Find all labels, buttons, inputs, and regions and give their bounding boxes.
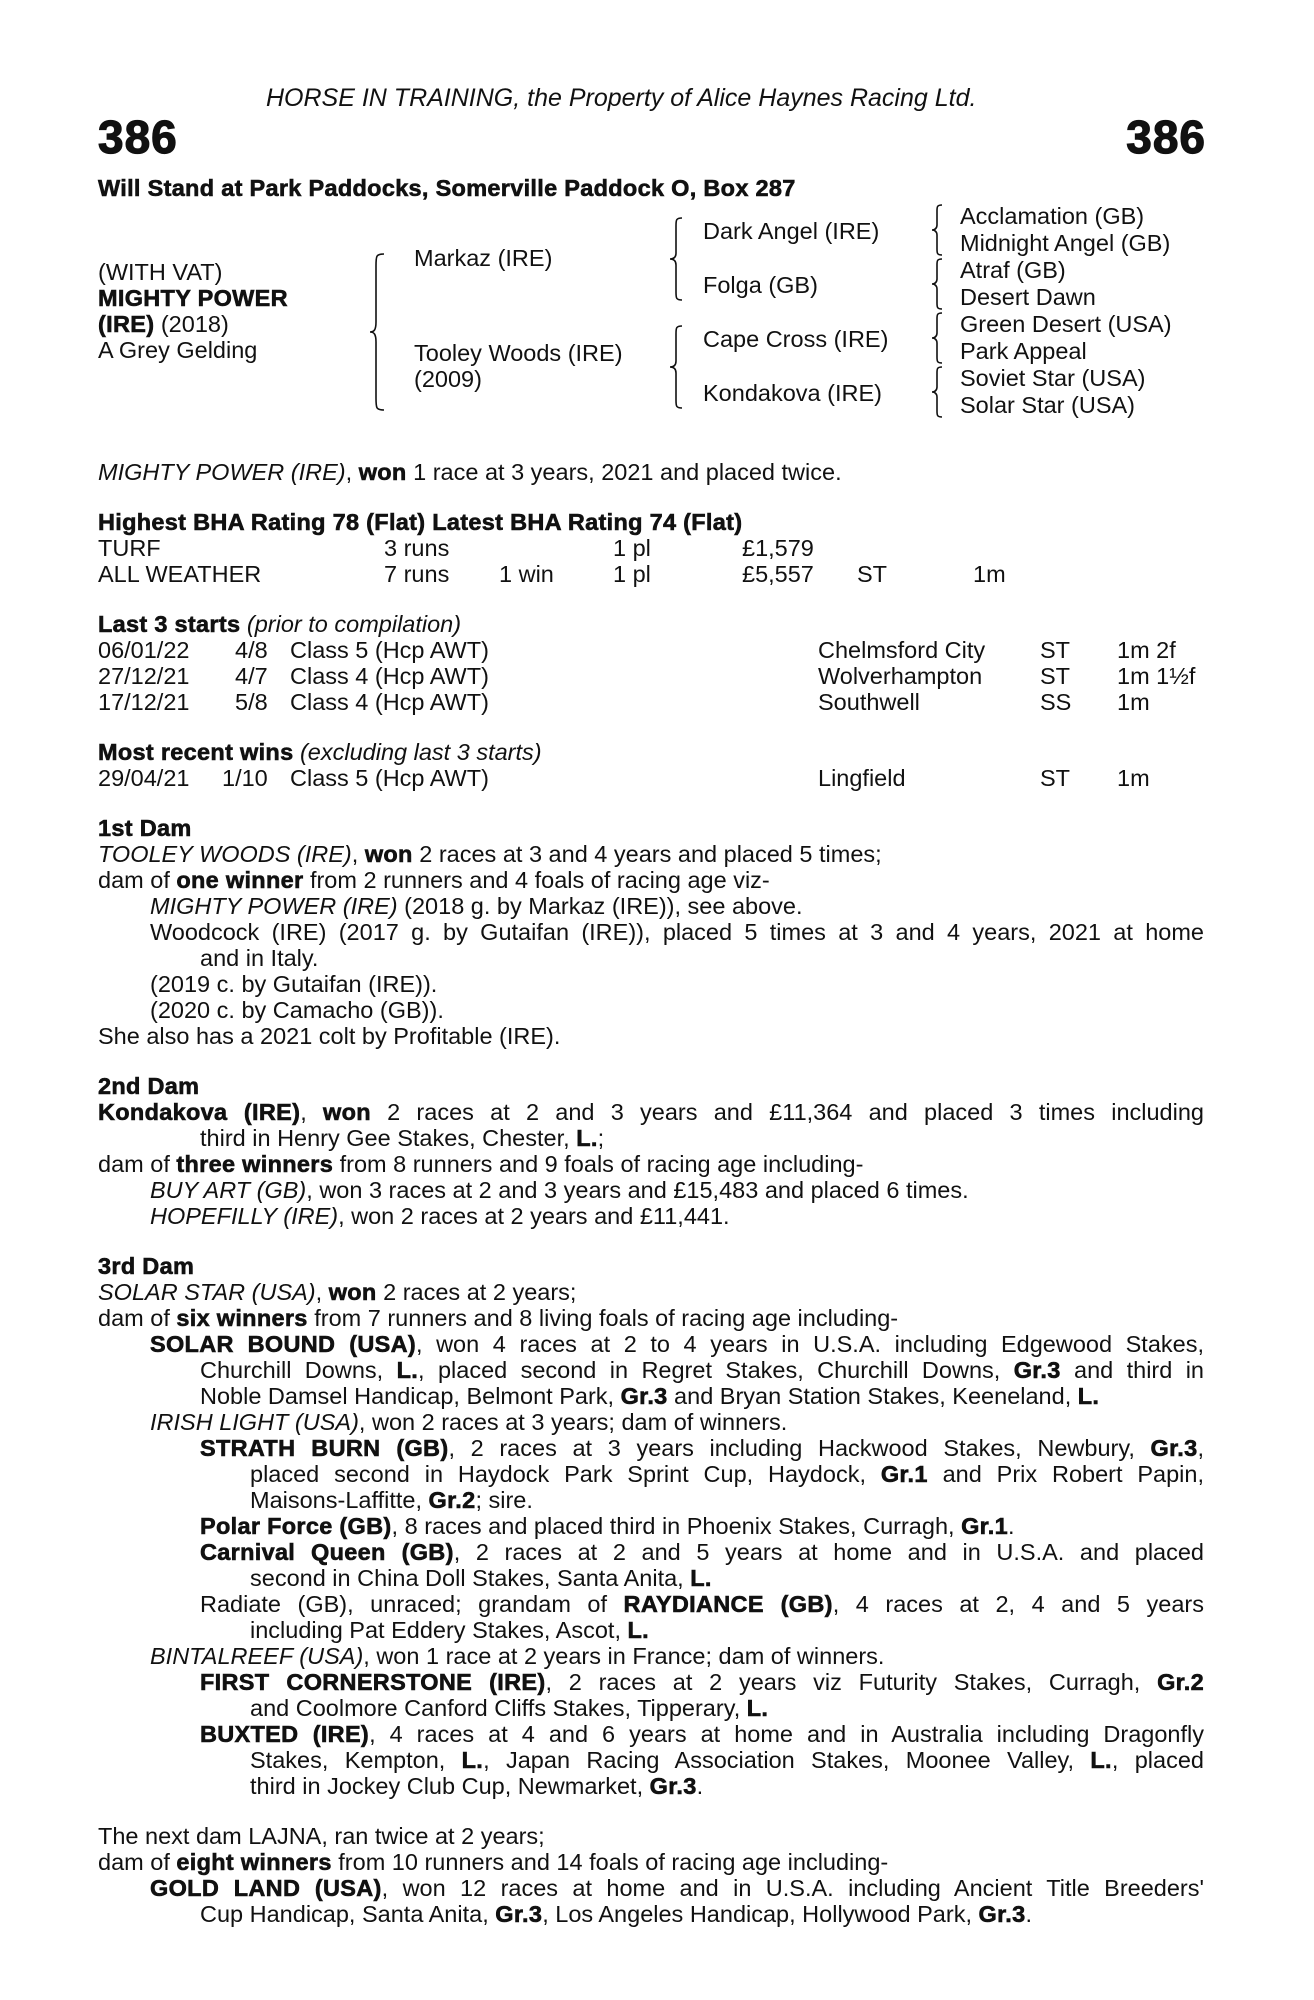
grandproduce-entry: Carnival Queen (GB), 2 races at 2 and 5 years at home and in U.S.A. and placed bbox=[200, 1539, 1204, 1565]
pedigree-sire-dam: Folga (GB) bbox=[703, 272, 818, 298]
third-dam-produce-summary: dam of six winners from 7 runners and 8 living foals of racing age including- bbox=[98, 1305, 899, 1331]
grandproduce-entry-continued: third in Jockey Club Cup, Newmarket, Gr.3. bbox=[250, 1773, 704, 1799]
produce-entry: SOLAR BOUND (USA), won 4 races at 2 to 4 years in U.S.A. including Edgewood Stakes, bbox=[150, 1331, 1204, 1357]
second-dam-heading: 2nd Dam bbox=[98, 1073, 200, 1099]
next-dam-produce-summary: dam of eight winners from 10 runners and 14 foals of racing age including- bbox=[98, 1849, 889, 1875]
pedigree-gen3-2: Midnight Angel (GB) bbox=[960, 230, 1171, 256]
start-going: SS bbox=[1040, 689, 1072, 715]
pedigree-brace-sire bbox=[668, 216, 686, 302]
page-header-title: HORSE IN TRAINING, the Property of Alice Haynes Racing Ltd. bbox=[266, 84, 977, 112]
last-starts-heading: Last 3 starts (prior to compilation) bbox=[98, 611, 462, 637]
start-date: 06/01/22 bbox=[98, 637, 190, 663]
grandproduce-entry-continued: Maisons-Laffitte, Gr.2; sire. bbox=[250, 1487, 533, 1513]
pedigree-gen3-7: Soviet Star (USA) bbox=[960, 365, 1146, 391]
ratings-surface: ALL WEATHER bbox=[98, 561, 262, 587]
grandproduce-entry: FIRST CORNERSTONE (IRE), 2 races at 2 years viz Futurity Stakes, Curragh, Gr.2 bbox=[200, 1669, 1204, 1695]
grandproduce-entry: Radiate (GB), unraced; grandam of RAYDIANCE (GB), 4 races at 2, 4 and 5 years bbox=[200, 1591, 1204, 1617]
produce-entry: MIGHTY POWER (IRE) (2018 g. by Markaz (IRE)), see above. bbox=[150, 893, 803, 919]
start-course: Southwell bbox=[818, 689, 920, 715]
ratings-runs: 7 runs bbox=[384, 561, 450, 587]
start-going: ST bbox=[1040, 637, 1071, 663]
pedigree-gen3-1: Acclamation (GB) bbox=[960, 203, 1145, 229]
ratings-placed: 1 pl bbox=[613, 561, 651, 587]
produce-entry-continued: and in Italy. bbox=[200, 945, 319, 971]
lot-number-left: 386 bbox=[98, 111, 178, 163]
win-going: ST bbox=[1040, 765, 1071, 791]
pedigree-brace-g4 bbox=[930, 365, 946, 419]
grandproduce-entry: BUXTED (IRE), 4 races at 4 and 6 years at home and in Australia including Dragonfly bbox=[200, 1721, 1205, 1747]
ratings-placed: 1 pl bbox=[613, 535, 651, 561]
start-date: 17/12/21 bbox=[98, 689, 190, 715]
win-course: Lingfield bbox=[818, 765, 906, 791]
pedigree-dam-year: (2009) bbox=[414, 366, 482, 392]
pedigree-sire: Markaz (IRE) bbox=[414, 245, 553, 271]
vat-status: (WITH VAT) bbox=[98, 259, 223, 285]
win-position: 1/10 bbox=[222, 765, 268, 791]
produce-entry: HOPEFILLY (IRE), won 2 races at 2 years and £11,441. bbox=[150, 1203, 730, 1229]
win-distance: 1m bbox=[1117, 765, 1150, 791]
ratings-surface: TURF bbox=[98, 535, 161, 561]
first-dam-produce-summary: dam of one winner from 2 runners and 4 foals of racing age viz- bbox=[98, 867, 770, 893]
start-position: 4/8 bbox=[235, 637, 268, 663]
grandproduce-entry: Polar Force (GB), 8 races and placed third in Phoenix Stakes, Curragh, Gr.1. bbox=[200, 1513, 1015, 1539]
grandproduce-entry-continued: including Pat Eddery Stakes, Ascot, L. bbox=[250, 1617, 649, 1643]
produce-entry-continued: Cup Handicap, Santa Anita, Gr.3, Los Angeles Handicap, Hollywood Park, Gr.3. bbox=[200, 1901, 1032, 1927]
start-position: 5/8 bbox=[235, 689, 268, 715]
horse-origin-year: (IRE) (2018) bbox=[98, 311, 229, 337]
lot-number-right: 386 bbox=[1126, 111, 1206, 163]
pedigree-brace-main bbox=[368, 252, 388, 412]
pedigree-sire-sire: Dark Angel (IRE) bbox=[703, 218, 880, 244]
pedigree-brace-g1 bbox=[930, 203, 946, 257]
second-dam-record-continued: third in Henry Gee Stakes, Chester, L.; bbox=[200, 1125, 605, 1151]
second-dam-record: Kondakova (IRE), won 2 races at 2 and 3 years and £11,364 and placed 3 times including bbox=[98, 1099, 1204, 1125]
pedigree-gen3-8: Solar Star (USA) bbox=[960, 392, 1135, 418]
pedigree-brace-g3 bbox=[930, 311, 946, 365]
horse-name: MIGHTY POWER bbox=[98, 285, 288, 311]
stabling-location: Will Stand at Park Paddocks, Somerville Paddock O, Box 287 bbox=[98, 175, 796, 201]
start-distance: 1m 2f bbox=[1117, 637, 1176, 663]
recent-wins-heading: Most recent wins (excluding last 3 starts) bbox=[98, 739, 542, 765]
horse-description: A Grey Gelding bbox=[98, 337, 258, 363]
pedigree-brace-g2 bbox=[930, 257, 946, 311]
start-position: 4/7 bbox=[235, 663, 268, 689]
produce-entry: Woodcock (IRE) (2017 g. by Gutaifan (IRE)), placed 5 times at 3 and 4 years, 2021 at home bbox=[150, 919, 1204, 945]
first-dam-record: TOOLEY WOODS (IRE), won 2 races at 3 and 4 years and placed 5 times; bbox=[98, 841, 882, 867]
bha-rating-heading: Highest BHA Rating 78 (Flat) Latest BHA Rating 74 (Flat) bbox=[98, 509, 743, 535]
pedigree-gen3-4: Desert Dawn bbox=[960, 284, 1096, 310]
grandproduce-entry: STRATH BURN (GB), 2 races at 3 years including Hackwood Stakes, Newbury, Gr.3, bbox=[200, 1435, 1204, 1461]
ratings-prize: £1,579 bbox=[742, 535, 814, 561]
start-course: Wolverhampton bbox=[818, 663, 983, 689]
start-class: Class 4 (Hcp AWT) bbox=[290, 663, 489, 689]
start-course: Chelmsford City bbox=[818, 637, 986, 663]
produce-entry-continued: Noble Damsel Handicap, Belmont Park, Gr.3 and Bryan Station Stakes, Keeneland, L. bbox=[200, 1383, 1100, 1409]
ratings-going: ST bbox=[857, 561, 888, 587]
second-dam-produce-summary: dam of three winners from 8 runners and 9 foals of racing age including- bbox=[98, 1151, 864, 1177]
produce-entry: (2020 c. by Camacho (GB)). bbox=[150, 997, 444, 1023]
pedigree-gen3-3: Atraf (GB) bbox=[960, 257, 1066, 283]
produce-entry: (2019 c. by Gutaifan (IRE)). bbox=[150, 971, 438, 997]
ratings-wins: 1 win bbox=[499, 561, 554, 587]
ratings-prize: £5,557 bbox=[742, 561, 814, 587]
start-distance: 1m bbox=[1117, 689, 1150, 715]
grandproduce-entry-continued: and Coolmore Canford Cliffs Stakes, Tipperary, L. bbox=[250, 1695, 769, 1721]
grandproduce-entry-continued: second in China Doll Stakes, Santa Anita, L. bbox=[250, 1565, 712, 1591]
produce-entry: BINTALREEF (USA), won 1 race at 2 years in France; dam of winners. bbox=[150, 1643, 885, 1669]
third-dam-heading: 3rd Dam bbox=[98, 1253, 195, 1279]
pedigree-gen3-6: Park Appeal bbox=[960, 338, 1087, 364]
produce-entry: IRISH LIGHT (USA), won 2 races at 3 years; dam of winners. bbox=[150, 1409, 788, 1435]
pedigree-gen3-5: Green Desert (USA) bbox=[960, 311, 1172, 337]
produce-entry: BUY ART (GB), won 3 races at 2 and 3 years and £15,483 and placed 6 times. bbox=[150, 1177, 969, 1203]
produce-entry: GOLD LAND (USA), won 12 races at home and in U.S.A. including Ancient Title Breeders' bbox=[150, 1875, 1204, 1901]
grandproduce-entry-continued: placed second in Haydock Park Sprint Cup, Haydock, Gr.1 and Prix Robert Papin, bbox=[250, 1461, 1204, 1487]
next-dam-record: The next dam LAJNA, ran twice at 2 years; bbox=[98, 1823, 545, 1849]
grandproduce-entry-continued: Stakes, Kempton, L., Japan Racing Association Stakes, Moonee Valley, L., placed bbox=[250, 1747, 1204, 1773]
pedigree-dam-sire: Cape Cross (IRE) bbox=[703, 326, 889, 352]
ratings-runs: 3 runs bbox=[384, 535, 450, 561]
pedigree-dam: Tooley Woods (IRE) bbox=[414, 340, 623, 366]
start-date: 27/12/21 bbox=[98, 663, 190, 689]
third-dam-record: SOLAR STAR (USA), won 2 races at 2 years; bbox=[98, 1279, 577, 1305]
first-dam-heading: 1st Dam bbox=[98, 815, 192, 841]
race-summary: MIGHTY POWER (IRE), won 1 race at 3 years, 2021 and placed twice. bbox=[98, 459, 842, 485]
pedigree-dam-dam: Kondakova (IRE) bbox=[703, 380, 882, 406]
first-dam-note: She also has a 2021 colt by Profitable (IRE). bbox=[98, 1023, 561, 1049]
win-date: 29/04/21 bbox=[98, 765, 190, 791]
start-class: Class 5 (Hcp AWT) bbox=[290, 637, 489, 663]
produce-entry-continued: Churchill Downs, L., placed second in Regret Stakes, Churchill Downs, Gr.3 and third in bbox=[200, 1357, 1205, 1383]
start-going: ST bbox=[1040, 663, 1071, 689]
win-class: Class 5 (Hcp AWT) bbox=[290, 765, 489, 791]
pedigree-brace-dam bbox=[668, 324, 686, 410]
ratings-distance: 1m bbox=[973, 561, 1006, 587]
start-distance: 1m 1½f bbox=[1117, 663, 1196, 689]
start-class: Class 4 (Hcp AWT) bbox=[290, 689, 489, 715]
